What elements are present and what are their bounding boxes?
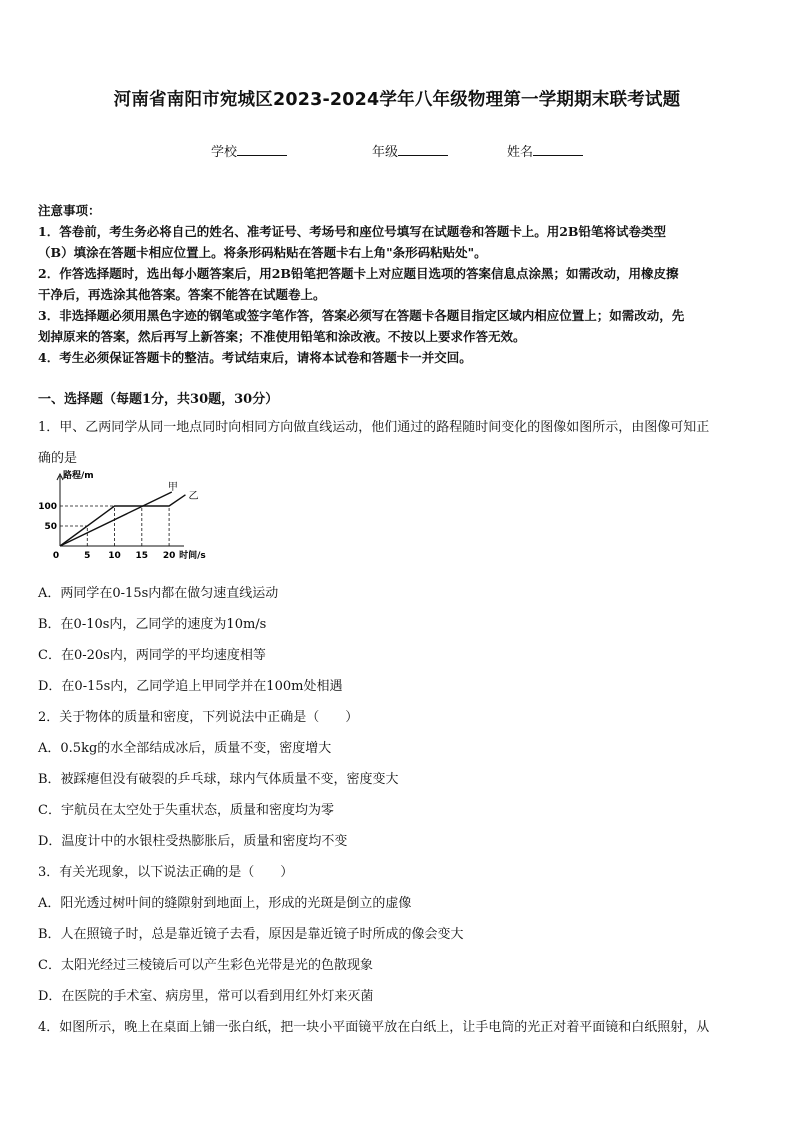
q3-stem: 3．有关光现象，以下说法正确的是（ ） — [38, 865, 294, 880]
series-line — [60, 492, 172, 546]
q2-option-b: B．被踩瘪但没有破裂的乒乓球，球内气体质量不变，密度变大 — [38, 772, 399, 787]
q2-stem: 2．关于物体的质量和密度，下列说法中正确是（ ） — [38, 710, 359, 725]
notice-line: 划掉原来的答案，然后再写上新答案；不准使用铅笔和涂改液。不按以上要求作答无效。 — [38, 329, 526, 344]
school-field — [211, 141, 287, 160]
notice-line: 干净后，再选涂其他答案。答案不能答在试题卷上。 — [38, 287, 326, 302]
q1-option-d: D．在0-15s内，乙同学追上甲同学并在100m处相遇 — [38, 679, 343, 694]
y-tick-label: 50 — [44, 522, 57, 532]
notice-heading: 注意事项： — [38, 203, 101, 218]
notice-line: 2．作答选择题时，选出每小题答案后，用2B铅笔把答题卡上对应题目选项的答案信息点涂黑；如需改动，用橡皮擦 — [38, 266, 679, 281]
series-label: 甲 — [167, 482, 178, 493]
q2-option-c: C．宇航员在太空处于失重状态，质量和密度均为零 — [38, 803, 334, 818]
q4-stem: 4．如图所示，晚上在桌面上铺一张白纸，把一块小平面镜平放在白纸上，让手电筒的光正对着平面镜和白纸照射，从 — [38, 1020, 710, 1035]
notice-line: 3．非选择题必须用黑色字迹的钢笔或签字笔作答，答案必须写在答题卡各题目指定区域内相应位置上；如需改动，先 — [38, 308, 685, 323]
series-line — [60, 495, 185, 546]
name-field — [507, 141, 583, 160]
x-tick-label: 15 — [135, 551, 149, 561]
q3-option-c: C．太阳光经过三棱镜后可以产生彩色光带是光的色散现象 — [38, 958, 373, 973]
grade-field — [372, 141, 448, 160]
page-title: 河南省南阳市宛城区2023-2024学年八年级物理第一学期期末联考试题 — [113, 90, 681, 110]
q3-option-d: D．在医院的手术室、病房里，常可以看到用红外灯来灭菌 — [38, 989, 374, 1004]
x-axis-label: 时间/s — [179, 551, 206, 561]
notice-line: （B）填涂在答题卡相应位置上。将条形码粘贴在答题卡右上角"条形码粘贴处"。 — [38, 245, 487, 260]
name-label: 姓名 — [507, 145, 534, 160]
q2-option-a: A．0.5kg的水全部结成冰后，质量不变，密度增大 — [38, 741, 332, 756]
x-tick-label: 10 — [108, 551, 121, 561]
name-blank — [533, 143, 583, 156]
q3-option-a: A．阳光透过树叶间的缝隙射到地面上，形成的光斑是倒立的虚像 — [38, 896, 412, 911]
section-heading: 一、选择题（每题1分，共30题，30分） — [38, 392, 279, 407]
origin-label: 0 — [52, 551, 60, 561]
grade-label: 年级 — [372, 145, 399, 160]
q2-option-d: D．温度计中的水银柱受热膨胀后，质量和密度均不变 — [38, 834, 348, 849]
q1-option-a: A．两同学在0-15s内都在做匀速直线运动 — [38, 586, 279, 601]
q1-stem-cont: 确的是 — [38, 451, 78, 466]
x-tick-label: 20 — [162, 551, 176, 561]
q1-option-b: B．在0-10s内，乙同学的速度为10m/s — [38, 617, 267, 632]
q1-stem: 1．甲、乙两同学从同一地点同时向相同方向做直线运动，他们通过的路程随时间变化的图像如图所示，由图像可知正 — [38, 420, 710, 435]
series-label: 乙 — [188, 490, 199, 502]
q1-option-c: C．在0-20s内，两同学的平均速度相等 — [38, 648, 266, 663]
distance-time-chart — [38, 471, 208, 568]
y-tick-label: 100 — [38, 502, 57, 512]
q3-option-b: B．人在照镜子时，总是靠近镜子去看，原因是靠近镜子时所成的像会变大 — [38, 927, 464, 942]
notice-block — [38, 200, 758, 368]
y-axis-label: 路程/m — [63, 471, 94, 481]
notice-line: 4．考生必须保证答题卡的整洁。考试结束后，请将本试卷和答题卡一并交回。 — [38, 350, 472, 365]
notice-line: 1．答卷前，考生务必将自己的姓名、准考证号、考场号和座位号填写在试题卷和答题卡上。用2B铅笔将试卷类型 — [38, 224, 666, 239]
grade-blank — [398, 143, 448, 156]
school-label: 学校 — [211, 145, 238, 160]
school-blank — [237, 143, 287, 156]
x-tick-label: 5 — [84, 551, 91, 561]
